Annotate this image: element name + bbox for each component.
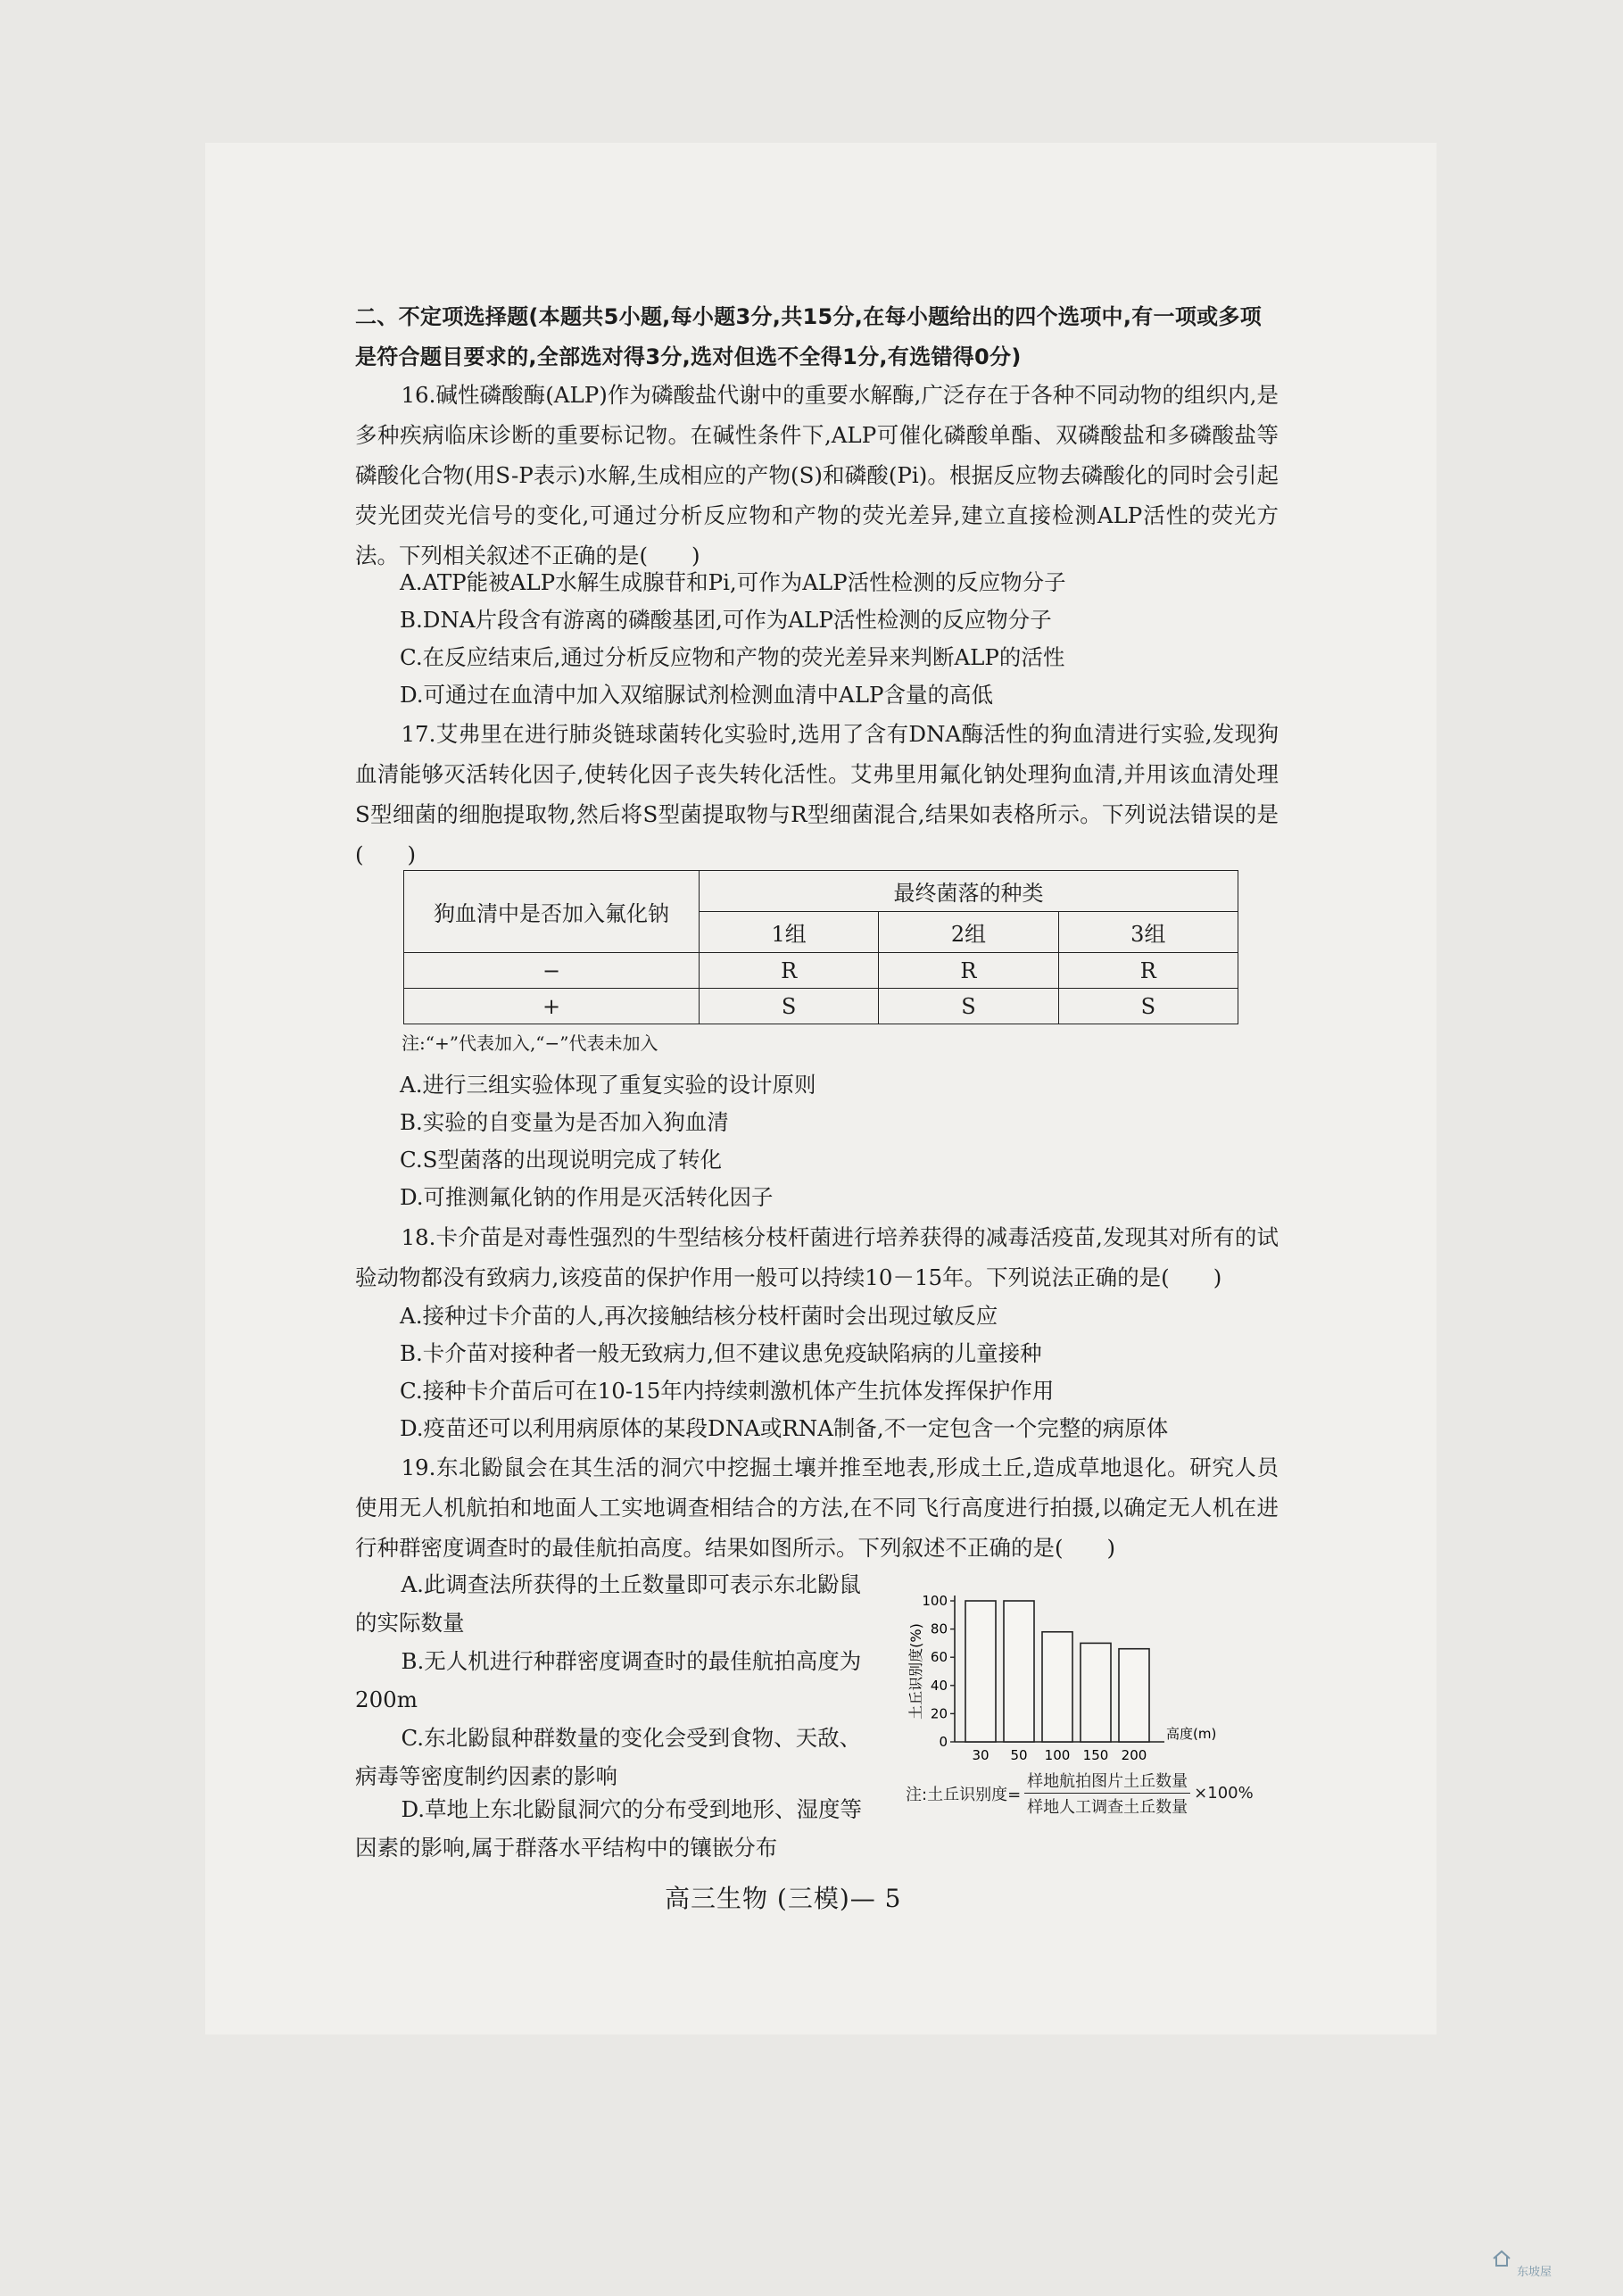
chart-note-fraction — [1024, 1769, 1190, 1818]
question-16-stem — [355, 375, 1279, 576]
chart-note-suffix: ×100% — [1194, 1784, 1254, 1803]
y-tick-label: 100 — [922, 1593, 948, 1609]
table-cell: R — [700, 953, 879, 989]
bar — [1004, 1601, 1034, 1742]
table-col-1: 1组 — [700, 912, 879, 953]
table-group-header: 最终菌落的种类 — [700, 871, 1238, 912]
table-cell: − — [404, 953, 700, 989]
table-cell: R — [1058, 953, 1238, 989]
table-row — [404, 989, 1238, 1024]
identification-rate-chart — [901, 1588, 1294, 1767]
question-16-option-b: B.DNA片段含有游离的磷酸基团,可作为ALP活性检测的反应物分子 — [400, 607, 1052, 633]
x-tick-label: 50 — [1010, 1747, 1028, 1763]
bar — [1119, 1649, 1149, 1742]
watermark-text: 东坡屋 — [1517, 2266, 1553, 2279]
question-18-option-d: D.疫苗还可以利用病原体的某段DNA或RNA制备,不一定包含一个完整的病原体 — [400, 1415, 1169, 1441]
question-19-option-c — [355, 1719, 882, 1795]
option-text: C.东北鼢鼠种群数量的变化会受到食物、天敌、病毒等密度制约因素的影响 — [355, 1725, 862, 1789]
y-tick-label: 0 — [939, 1734, 948, 1750]
table-col-3: 3组 — [1058, 912, 1238, 953]
y-tick-label: 80 — [930, 1620, 948, 1637]
option-text: B.无人机进行种群密度调查时的最佳航拍高度为200m — [355, 1648, 862, 1712]
question-19-text: 19.东北鼢鼠会在其生活的洞穴中挖掘土壤并推至地表,形成土丘,造成草地退化。研究人员使用无人机航拍和地面人工实地调查相结合的方法,在不同飞行高度进行拍摄,以确定无人机在进行种群密度调查时的最佳航拍高度。结果如图所示。下列叙述不正确的是( ) — [355, 1455, 1279, 1561]
question-18-text: 18.卡介苗是对毒性强烈的牛型结核分枝杆菌进行培养获得的减毒活疫苗,发现其对所有的试验动物都没有致病力,该疫苗的保护作用一般可以持续10－15年。下列说法正确的是( ) — [355, 1224, 1279, 1290]
y-tick-label: 40 — [930, 1677, 948, 1694]
y-tick-label: 60 — [930, 1649, 948, 1666]
option-text: D.草地上东北鼢鼠洞穴的分布受到地形、湿度等因素的影响,属于群落水平结构中的镶嵌分布 — [355, 1796, 862, 1861]
table-cell: S — [879, 989, 1058, 1024]
question-19-option-b — [355, 1642, 882, 1719]
question-19-option-d — [355, 1790, 882, 1867]
table-cell: S — [700, 989, 879, 1024]
section-header: 二、不定项选择题(本题共5小题,每小题3分,共15分,在每小题给出的四个选项中,有一项或多项是符合题目要求的,全部选对得3分,选对但选不全得1分,有选错得0分) — [355, 304, 1263, 369]
x-tick-label: 150 — [1082, 1747, 1109, 1763]
x-tick-label: 200 — [1121, 1747, 1147, 1763]
question-18-option-a: A.接种过卡介苗的人,再次接触结核分枝杆菌时会出现过敏反应 — [400, 1303, 998, 1329]
table-col-2: 2组 — [879, 912, 1058, 953]
x-axis-label: 高度(m) — [1166, 1726, 1217, 1742]
table-row — [404, 953, 1238, 989]
table-row-header: 狗血清中是否加入氟化钠 — [404, 871, 700, 953]
question-16-option-c: C.在反应结束后,通过分析反应物和产物的荧光差异来判断ALP的活性 — [400, 644, 1065, 670]
question-19-stem — [355, 1447, 1279, 1568]
question-16-text: 16.碱性磷酸酶(ALP)作为磷酸盐代谢中的重要水解酶,广泛存在于各种不同动物的组织内,是多种疾病临床诊断的重要标记物。在碱性条件下,ALP可催化磷酸单酯、双磷酸盐和多磷酸盐等磷酸化合物(用S-P表示)水解,生成相应的产物(S)和磷酸(Pi)。根据反应物去磷酸化的同时会引起荧光团荧光信号的变化,可通过分析反应物和产物的荧光差异,建立直接检测ALP活性的荧光方法。下列相关叙述不正确的是( ) — [355, 382, 1279, 568]
question-16-option-a: A.ATP能被ALP水解生成腺苷和Pi,可作为ALP活性检测的反应物分子 — [400, 569, 1066, 595]
bar — [1042, 1632, 1072, 1742]
question-17-option-a: A.进行三组实验体现了重复实验的设计原则 — [400, 1072, 816, 1098]
house-logo-icon — [1492, 2249, 1511, 2268]
question-17-option-c: C.S型菌落的出现说明完成了转化 — [400, 1147, 722, 1173]
question-17-table — [403, 870, 1238, 1024]
chart-note-prefix: 注:土丘识别度= — [906, 1785, 1022, 1804]
question-18-option-b: B.卡介苗对接种者一般无致病力,但不建议患免疫缺陷病的儿童接种 — [400, 1340, 1042, 1366]
question-17-stem — [355, 714, 1279, 874]
question-18-stem — [355, 1217, 1279, 1297]
option-text: A.此调查法所获得的土丘数量即可表示东北鼢鼠的实际数量 — [355, 1571, 861, 1636]
table-cell: S — [1058, 989, 1238, 1024]
y-tick-label: 20 — [930, 1705, 948, 1722]
bar — [1081, 1643, 1111, 1742]
page-footer: 高三生物 (三模)— 5 — [665, 1884, 902, 1913]
chart-note-denominator: 样地人工调查土丘数量 — [1027, 1798, 1188, 1817]
question-16-option-d: D.可通过在血清中加入双缩脲试剂检测血清中ALP含量的高低 — [400, 682, 994, 708]
y-axis-label: 土丘识别度(%) — [907, 1623, 924, 1720]
chart-note-numerator: 样地航拍图片土丘数量 — [1024, 1769, 1190, 1794]
chart-note — [906, 1769, 1254, 1818]
question-17-option-d: D.可推测氟化钠的作用是灭活转化因子 — [400, 1184, 774, 1210]
question-17-text: 17.艾弗里在进行肺炎链球菌转化实验时,选用了含有DNA酶活性的狗血清进行实验,发现狗血清能够灭活转化因子,使转化因子丧失转化活性。艾弗里用氟化钠处理狗血清,并用该血清处理S型细菌的细胞提取物,然后将S型菌提取物与R型细菌混合,结果如表格所示。下列说法错误的是( ) — [355, 721, 1279, 867]
bar — [965, 1601, 996, 1742]
question-18-option-c: C.接种卡介苗后可在10-15年内持续刺激机体产生抗体发挥保护作用 — [400, 1378, 1055, 1404]
x-tick-label: 100 — [1044, 1747, 1071, 1763]
table-cell: R — [879, 953, 1058, 989]
table-cell: + — [404, 989, 700, 1024]
table-note: 注:“+”代表加入,“−”代表未加入 — [402, 1032, 658, 1054]
question-17-option-b: B.实验的自变量为是否加入狗血清 — [400, 1109, 729, 1135]
x-tick-label: 30 — [972, 1747, 990, 1763]
question-19-option-a — [355, 1565, 882, 1642]
